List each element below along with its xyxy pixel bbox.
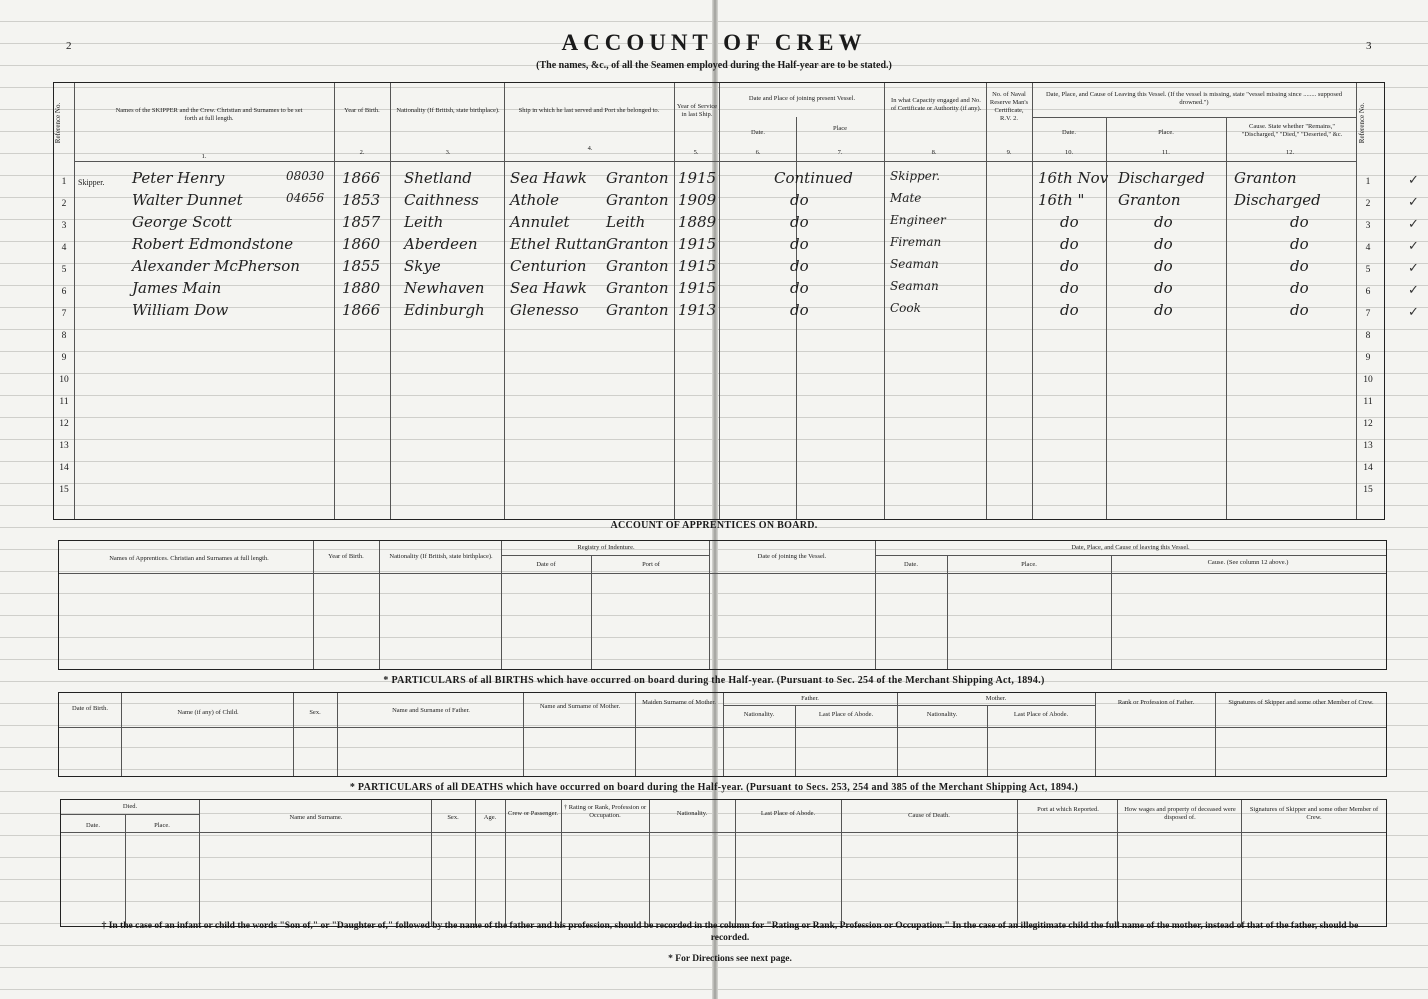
crew-birth-year: 1857 — [342, 213, 381, 231]
crew-cause: Granton — [1234, 169, 1297, 187]
footnote: † In the case of an infant or child the words "Son of," or "Daughter of," followed by the name of the father and his profession, should be recorded in the column for "Rating or Rank, Profession or Occupation." In the case of an illegitimate child the full name of the mother, instead of that of the father, should be recorded. — [101, 921, 1359, 943]
row-number-right: 6 — [1365, 287, 1371, 297]
col-num: 8. — [931, 149, 937, 156]
header-reference-no: Reference No. — [54, 102, 63, 144]
skipper-label: Skipper. — [78, 178, 105, 187]
crew-capacity: Seaman — [890, 279, 939, 293]
crew-leave-date: do — [1060, 235, 1079, 253]
crew-capacity: Skipper. — [890, 169, 941, 183]
crew-nationality: Leith — [404, 213, 444, 231]
row-number-right: 4 — [1365, 243, 1371, 253]
crew-name: George Scott — [132, 213, 233, 231]
apprentices-birth-header: Year of Birth. — [328, 553, 364, 560]
crew-ship-port: Granton — [606, 257, 669, 275]
crew-last-ship: Sea Hawk — [510, 279, 587, 297]
births-mother-abode-header: Last Place of Abode. — [1013, 711, 1069, 718]
crew-capacity: Fireman — [890, 235, 942, 249]
crew-leave-place: Granton — [1118, 191, 1181, 209]
crew-nationality: Caithness — [404, 191, 479, 209]
apprentices-date-of-header: Date of — [536, 561, 556, 568]
row-number-right: 2 — [1365, 199, 1371, 209]
header-join-date: Date. — [751, 129, 765, 136]
check-mark-icon: ✓ — [1408, 216, 1419, 231]
col-num: 5. — [693, 149, 699, 156]
row-number-left: 1 — [61, 177, 67, 187]
crew-service-year: 1915 — [678, 169, 717, 187]
births-date-header: Date of Birth. — [72, 705, 108, 712]
crew-name: Alexander McPherson — [132, 257, 300, 275]
col-num: 4. — [587, 145, 593, 152]
deaths-age-header: Age. — [483, 814, 497, 821]
births-mother-name-header: Name and Surname of Mother. — [539, 703, 621, 710]
apprentices-joining-header: Date of joining the Vessel. — [757, 553, 827, 560]
births-father-abode-header: Last Place of Abode. — [818, 711, 874, 718]
apprentices-port-of-header: Port of — [642, 561, 660, 568]
crew-leave-place: do — [1154, 279, 1173, 297]
crew-name: Robert Edmondstone — [132, 235, 294, 253]
header-naval: No. of Naval Reserve Man's Certificate, R.V. 2. — [989, 91, 1029, 122]
crew-nationality: Newhaven — [404, 279, 485, 297]
crew-last-ship: Sea Hawk — [510, 169, 587, 187]
crew-service-year: 1915 — [678, 279, 717, 297]
header-nationality: Nationality (If British, state birthplace). — [396, 107, 500, 114]
crew-capacity: Mate — [890, 191, 922, 205]
deaths-signatures-header: Signatures of Skipper and some other Member of Crew. — [1249, 806, 1379, 821]
crew-joining: Continued — [774, 169, 853, 187]
crew-birth-year: 1853 — [342, 191, 381, 209]
apprentices-date-header: Date. — [904, 561, 918, 568]
header-leaving: Date, Place, and Cause of Leaving this Vessel. (If the vessel is missing, state "vessel missing since ........ supposed drowned.") — [1045, 91, 1343, 106]
deaths-table — [60, 799, 1387, 927]
crew-cause: do — [1290, 213, 1309, 231]
births-signatures-header: Signatures of Skipper and some other Member of Crew. — [1228, 699, 1374, 706]
crew-cause: do — [1290, 301, 1309, 319]
header-ship: Ship in which he last served and Port she belonged to. — [518, 107, 660, 114]
header-leave-place: Place. — [1158, 129, 1174, 136]
crew-ship-port: Granton — [606, 169, 669, 187]
crew-leave-date: do — [1060, 279, 1079, 297]
header-service: Year of Service in last Ship. — [676, 103, 718, 118]
crew-leave-place: do — [1154, 213, 1173, 231]
row-number-right: 9 — [1365, 353, 1371, 363]
births-father-header: Father. — [801, 695, 819, 702]
crew-capacity: Seaman — [890, 257, 939, 271]
row-number-right: 13 — [1363, 441, 1373, 451]
crew-joining: do — [790, 279, 809, 297]
col-num: 3. — [445, 149, 451, 156]
apprentices-place-header: Place. — [1021, 561, 1037, 568]
crew-leave-place: do — [1154, 301, 1173, 319]
header-cause: Cause. State whether "Remains," "Discharged," "Died," "Deserted," &c. — [1241, 123, 1343, 138]
crew-birth-year: 1880 — [342, 279, 381, 297]
header-capacity: In what Capacity engaged and No. of Certificate or Authority (if any). — [890, 97, 982, 112]
crew-ship-port: Granton — [606, 235, 669, 253]
deaths-title: * PARTICULARS of all DEATHS which have occurred on board during the Half-year. (Pursuant to Secs. 253, 254 and 385 of the Merchant Shipping Act, 1894.) — [349, 782, 1079, 793]
row-number-left: 10 — [59, 375, 69, 385]
crew-ship-port: Granton — [606, 301, 669, 319]
apprentices-cause-header: Cause. (See column 12 above.) — [1207, 559, 1289, 566]
row-number-left: 13 — [59, 441, 69, 451]
crew-last-ship: Ethel Ruttan — [510, 235, 607, 253]
crew-leave-date: do — [1060, 257, 1079, 275]
col-num: 9. — [1006, 149, 1012, 156]
crew-leave-date: 16th " — [1038, 191, 1085, 209]
crew-cause: do — [1290, 235, 1309, 253]
crew-last-ship: Athole — [510, 191, 559, 209]
page-subtitle: (The names, &c., of all the Seamen employed during the Half-year are to be stated.) — [536, 60, 892, 71]
apprentices-table — [58, 540, 1387, 670]
apprentices-names-header: Names of Apprentices. Christian and Surnames at full length. — [109, 555, 269, 562]
row-number-left: 11 — [59, 397, 69, 407]
header-birth: Year of Birth. — [344, 107, 380, 114]
row-number-left: 5 — [61, 265, 67, 275]
col-num: 6. — [755, 149, 761, 156]
crew-cause: do — [1290, 257, 1309, 275]
crew-leave-place: do — [1154, 257, 1173, 275]
crew-joining: do — [790, 191, 809, 209]
births-table — [58, 692, 1387, 777]
header-joining: Date and Place of joining present Vessel. — [748, 95, 856, 102]
crew-joining: do — [790, 301, 809, 319]
col-num: 2. — [359, 149, 365, 156]
col-num: 12. — [1285, 149, 1295, 156]
check-mark-icon: ✓ — [1408, 282, 1419, 297]
crew-leave-date: do — [1060, 213, 1079, 231]
check-mark-icon: ✓ — [1408, 260, 1419, 275]
row-number-right: 14 — [1363, 463, 1373, 473]
row-number-left: 3 — [61, 221, 67, 231]
crew-birth-year: 1866 — [342, 301, 381, 319]
births-mother-header: Mother. — [985, 695, 1007, 702]
crew-name: Walter Dunnet — [132, 191, 243, 209]
births-maiden-header: Maiden Surname of Mother. — [642, 699, 716, 706]
check-mark-icon: ✓ — [1408, 304, 1419, 319]
apprentices-registry-header: Registry of Indenture. — [577, 544, 635, 551]
col-num: 11. — [1162, 149, 1170, 156]
crew-joining: do — [790, 235, 809, 253]
row-number-right: 11 — [1363, 397, 1373, 407]
crew-ship-port: Granton — [606, 191, 669, 209]
crew-last-ship: Centurion — [510, 257, 587, 275]
row-number-right: 1 — [1365, 177, 1371, 187]
births-mother-nationality-header: Nationality. — [926, 711, 958, 718]
header-leave-date: Date. — [1062, 129, 1076, 136]
deaths-died-header: Died. — [122, 803, 138, 810]
crew-ship-port: Granton — [606, 279, 669, 297]
crew-last-ship: Annulet — [510, 213, 570, 231]
apprentices-nationality-header: Nationality (If British, state birthplace). — [389, 553, 493, 560]
crew-cause: Discharged — [1234, 191, 1321, 209]
row-number-right: 15 — [1363, 485, 1373, 495]
page-number-right: 3 — [1366, 40, 1372, 52]
crew-nationality: Edinburgh — [404, 301, 485, 319]
row-number-left: 6 — [61, 287, 67, 297]
col-num: 10. — [1064, 149, 1074, 156]
crew-service-year: 1915 — [678, 235, 717, 253]
crew-joining: do — [790, 257, 809, 275]
row-number-left: 14 — [59, 463, 69, 473]
crew-name: James Main — [132, 279, 222, 297]
row-number-left: 15 — [59, 485, 69, 495]
col-num: 7. — [837, 149, 843, 156]
crew-certificate: 04656 — [286, 191, 325, 205]
check-mark-icon: ✓ — [1408, 194, 1419, 209]
births-child-header: Name (if any) of Child. — [177, 709, 239, 716]
apprentices-leaving-header: Date, Place, and Cause of leaving this Vessel. — [1071, 544, 1190, 551]
crew-service-year: 1909 — [678, 191, 717, 209]
deaths-wages-header: How wages and property of deceased were disposed of. — [1124, 806, 1236, 821]
births-father-nationality-header: Nationality. — [743, 711, 775, 718]
crew-leave-place: do — [1154, 235, 1173, 253]
apprentices-title: ACCOUNT OF APPRENTICES ON BOARD. — [610, 520, 818, 531]
deaths-crew-header: Crew or Passenger. — [507, 810, 558, 817]
births-father-name-header: Name and Surname of Father. — [392, 707, 470, 714]
deaths-place-header: Place. — [154, 822, 170, 829]
row-number-right: 10 — [1363, 375, 1373, 385]
crew-cause: do — [1290, 279, 1309, 297]
crew-leave-date: 16th Nov — [1038, 169, 1109, 187]
row-number-left: 12 — [59, 419, 69, 429]
row-number-right: 3 — [1365, 221, 1371, 231]
page-number-left: 2 — [66, 40, 72, 52]
crew-service-year: 1913 — [678, 301, 717, 319]
crew-service-year: 1915 — [678, 257, 717, 275]
row-number-left: 4 — [61, 243, 67, 253]
deaths-port-header: Port at which Reported. — [1037, 806, 1099, 813]
row-number-left: 8 — [61, 331, 67, 341]
births-rank-header: Rank or Profession of Father. — [1117, 699, 1195, 706]
header-join-place: Place — [832, 125, 848, 132]
row-number-left: 7 — [61, 309, 67, 319]
births-sex-header: Sex. — [309, 709, 321, 716]
directions-note: * For Directions see next page. — [668, 954, 792, 964]
crew-birth-year: 1860 — [342, 235, 381, 253]
crew-capacity: Cook — [890, 301, 921, 315]
row-number-left: 9 — [61, 353, 67, 363]
crew-leave-date: do — [1060, 301, 1079, 319]
row-number-right: 7 — [1365, 309, 1371, 319]
crew-birth-year: 1855 — [342, 257, 381, 275]
check-mark-icon: ✓ — [1408, 238, 1419, 253]
crew-name: William Dow — [132, 301, 229, 319]
deaths-sex-header: Sex. — [447, 814, 459, 821]
deaths-rating-header: † Rating or Rank, Profession or Occupation. — [563, 804, 647, 819]
row-number-right: 8 — [1365, 331, 1371, 341]
deaths-abode-header: Last Place of Abode. — [760, 810, 816, 817]
deaths-name-header: Name and Surname. — [289, 814, 343, 821]
crew-nationality: Shetland — [404, 169, 472, 187]
crew-name: Peter Henry — [132, 169, 225, 187]
births-title: * PARTICULARS of all BIRTHS which have occurred on board during the Half-year. (Pursuant to Sec. 254 of the Merchant Shipping Act, 1894.) — [383, 675, 1045, 686]
row-number-right: 12 — [1363, 419, 1373, 429]
crew-last-ship: Glenesso — [510, 301, 579, 319]
crew-capacity: Engineer — [890, 213, 946, 227]
row-number-right: 5 — [1365, 265, 1371, 275]
crew-nationality: Skye — [404, 257, 441, 275]
crew-birth-year: 1866 — [342, 169, 381, 187]
deaths-cause-header: Cause of Death. — [908, 812, 950, 819]
row-number-left: 2 — [61, 199, 67, 209]
crew-joining: do — [790, 213, 809, 231]
crew-nationality: Aberdeen — [404, 235, 478, 253]
crew-ship-port: Leith — [606, 213, 646, 231]
page-title: ACCOUNT OF CREW — [561, 30, 867, 55]
crew-certificate: 08030 — [286, 169, 325, 183]
crew-service-year: 1889 — [678, 213, 717, 231]
header-names: Names of the SKIPPER and the Crew. Christian and Surnames to be set forth at full length. — [115, 107, 303, 122]
deaths-date-header: Date. — [86, 822, 100, 829]
check-mark-icon: ✓ — [1408, 172, 1419, 187]
header-reference-no-right: Reference No. — [1358, 102, 1367, 144]
col-num: 1. — [201, 153, 207, 160]
crew-leave-place: Discharged — [1118, 169, 1205, 187]
crew-table — [53, 82, 1385, 520]
deaths-nationality-header: Nationality. — [676, 810, 708, 817]
